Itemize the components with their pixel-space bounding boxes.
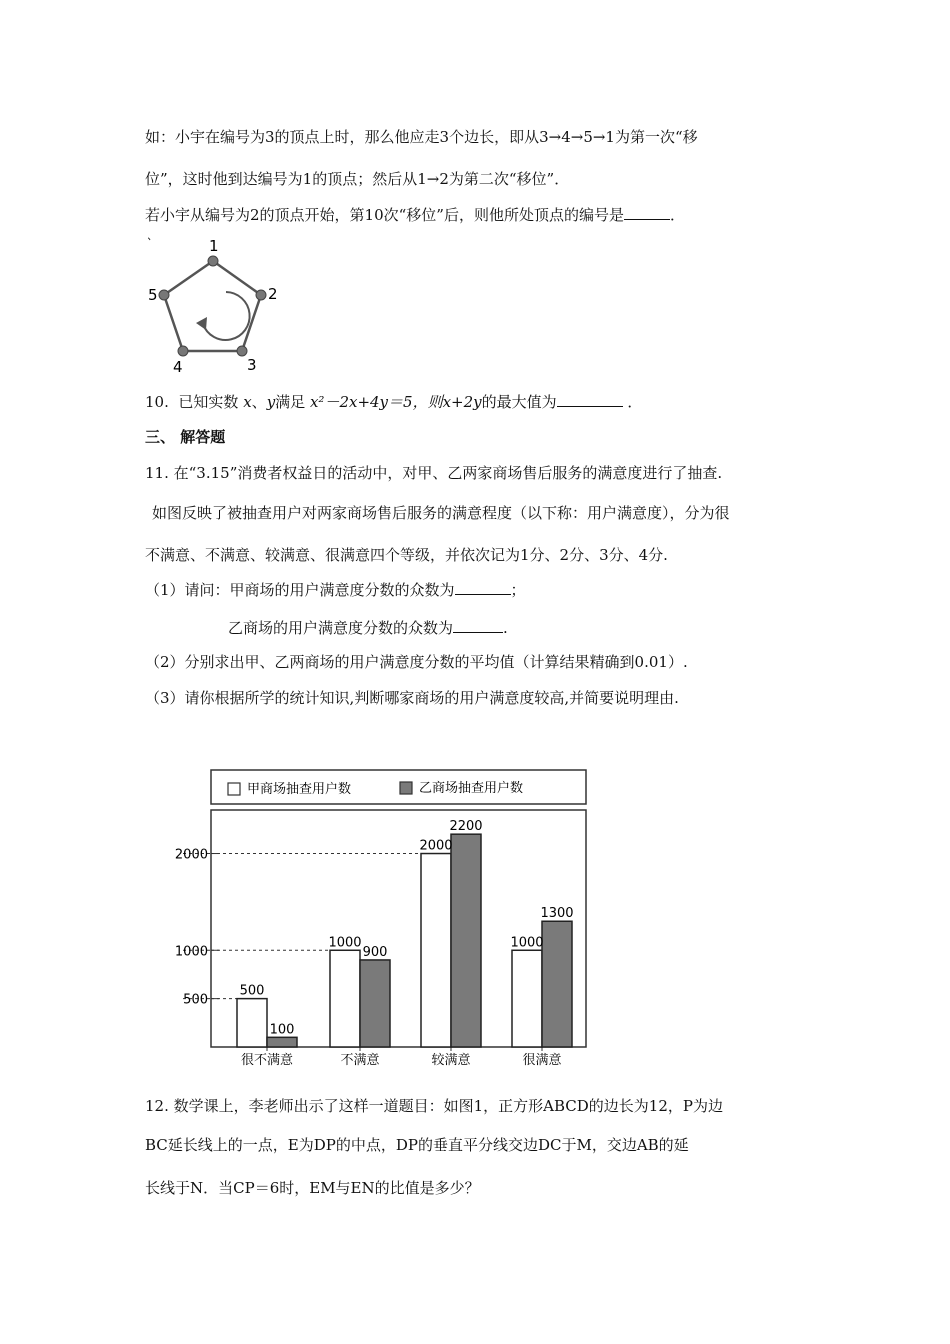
answer-blank bbox=[455, 580, 511, 595]
vertex-1 bbox=[208, 256, 218, 266]
rotation-arc bbox=[203, 292, 250, 340]
bar-value-label: 500 bbox=[239, 983, 265, 999]
x-tick-label: 很满意 bbox=[522, 1053, 562, 1068]
bar-yi bbox=[542, 921, 572, 1047]
q10-pre: 已知实数 bbox=[178, 393, 239, 411]
satisfaction-bar-chart bbox=[175, 765, 595, 1075]
legend-label-jia: 甲商场抽查用户数 bbox=[247, 782, 352, 797]
q10-sep: 、 bbox=[251, 393, 267, 411]
x-tick-label: 很不满意 bbox=[240, 1053, 294, 1068]
label-4: 4 bbox=[173, 358, 183, 376]
answer-blank bbox=[624, 205, 670, 220]
label-1: 1 bbox=[209, 237, 219, 255]
q10-post: 的最大值为 bbox=[481, 393, 557, 411]
pentagon-figure bbox=[140, 232, 290, 377]
q12-line2: BC延长线上的一点，E为DP的中点，DP的垂直平分线交边DC于M，交边AB的延 bbox=[145, 1136, 689, 1154]
q11-sub1b bbox=[228, 618, 508, 638]
legend-swatch-jia bbox=[228, 783, 240, 795]
q11-line3: 不满意、不满意、较满意、很满意四个等级，并依次记为1分、2分、3分、4分. bbox=[145, 546, 668, 564]
bar-value-label: 2000 bbox=[419, 838, 453, 854]
label-2: 2 bbox=[268, 285, 278, 303]
q10-equation: x²－2x+4y＝5，则 bbox=[309, 393, 443, 411]
vertex-5 bbox=[159, 290, 169, 300]
bar-yi bbox=[360, 960, 390, 1047]
vertex-3 bbox=[237, 346, 247, 356]
q12-line1: 12. 数学课上，李老师出示了这样一道题目：如图1，正方形ABCD的边长为12，P为边 bbox=[145, 1097, 723, 1115]
y-tick-label: 2000 bbox=[175, 847, 208, 863]
q9-line1: 如：小宇在编号为3的顶点上时，那么他应走3个边长，即从3→4→5→1为第一次“移 bbox=[145, 128, 698, 146]
stray-mark bbox=[148, 238, 150, 240]
label-5: 5 bbox=[148, 286, 158, 304]
q11-line2: 如图反映了被抽查用户对两家商场售后服务的满意程度（以下称：用户满意度），分为很 bbox=[152, 504, 730, 522]
vertex-4 bbox=[178, 346, 188, 356]
bar-jia bbox=[237, 999, 267, 1047]
answer-blank bbox=[557, 392, 623, 407]
q11-sub1a-text: （1）请问：甲商场的用户满意度分数的众数为 bbox=[145, 581, 455, 599]
q11-sub1b-end: . bbox=[503, 619, 508, 637]
q10-var-x: x bbox=[243, 393, 252, 411]
q9-line3 bbox=[145, 205, 685, 225]
bar-jia bbox=[421, 854, 451, 1047]
legend-swatch-yi bbox=[400, 782, 412, 794]
bar-jia bbox=[330, 950, 360, 1047]
bar-value-label: 900 bbox=[362, 944, 388, 960]
y-tick-label: 500 bbox=[183, 992, 208, 1008]
bar-yi bbox=[451, 834, 481, 1047]
q11-sub2: （2）分别求出甲、乙两商场的用户满意度分数的平均值（计算结果精确到0.01）. bbox=[145, 653, 688, 671]
bar-value-label: 1300 bbox=[540, 906, 574, 922]
q11-sub1a-end: ； bbox=[510, 581, 526, 599]
q10-cond: 满足 bbox=[275, 393, 306, 411]
x-tick-label: 较满意 bbox=[431, 1053, 471, 1068]
q11-line1: 11. 在“3.15”消费者权益日的活动中，对甲、乙两家商场售后服务的满意度进行了抽查. bbox=[145, 464, 723, 482]
bar-value-label: 1000 bbox=[510, 935, 544, 951]
bar-yi bbox=[267, 1037, 297, 1047]
vertex-2 bbox=[256, 290, 266, 300]
legend-label-yi: 乙商场抽查用户数 bbox=[419, 781, 524, 796]
answer-blank bbox=[453, 618, 503, 633]
label-3: 3 bbox=[247, 356, 257, 374]
bar-value-label: 100 bbox=[269, 1022, 295, 1038]
q11-sub1a bbox=[145, 580, 526, 600]
x-tick-label: 不满意 bbox=[340, 1053, 380, 1068]
bar-jia bbox=[512, 950, 542, 1047]
q11-sub1b-text: 乙商场的用户满意度分数的众数为 bbox=[228, 619, 454, 637]
q10-number: 10. bbox=[145, 393, 169, 411]
bar-value-label: 1000 bbox=[328, 935, 362, 951]
q10-end: ． bbox=[627, 393, 643, 411]
q10-expression: x+2y bbox=[442, 393, 482, 411]
section-title: 三、 解答题 bbox=[145, 428, 226, 446]
q9-question-text: 若小宇从编号为2的顶点开始，第10次“移位”后，则他所处顶点的编号是 bbox=[145, 206, 624, 224]
q10-var-y: y bbox=[266, 393, 276, 411]
arrow-head-icon bbox=[196, 317, 207, 330]
q11-sub3: （3）请你根据所学的统计知识,判断哪家商场的用户满意度较高,并简要说明理由. bbox=[145, 689, 679, 707]
q12-line3: 长线于N．当CP＝6时，EM与EN的比值是多少？ bbox=[145, 1179, 480, 1197]
y-tick-label: 1000 bbox=[175, 944, 208, 960]
q9-line3-end: ． bbox=[669, 206, 685, 224]
q9-line2: 位”，这时他到达编号为1的顶点；然后从1→2为第二次“移位”． bbox=[145, 170, 570, 188]
q10-line bbox=[145, 392, 642, 412]
bar-value-label: 2200 bbox=[449, 819, 483, 835]
